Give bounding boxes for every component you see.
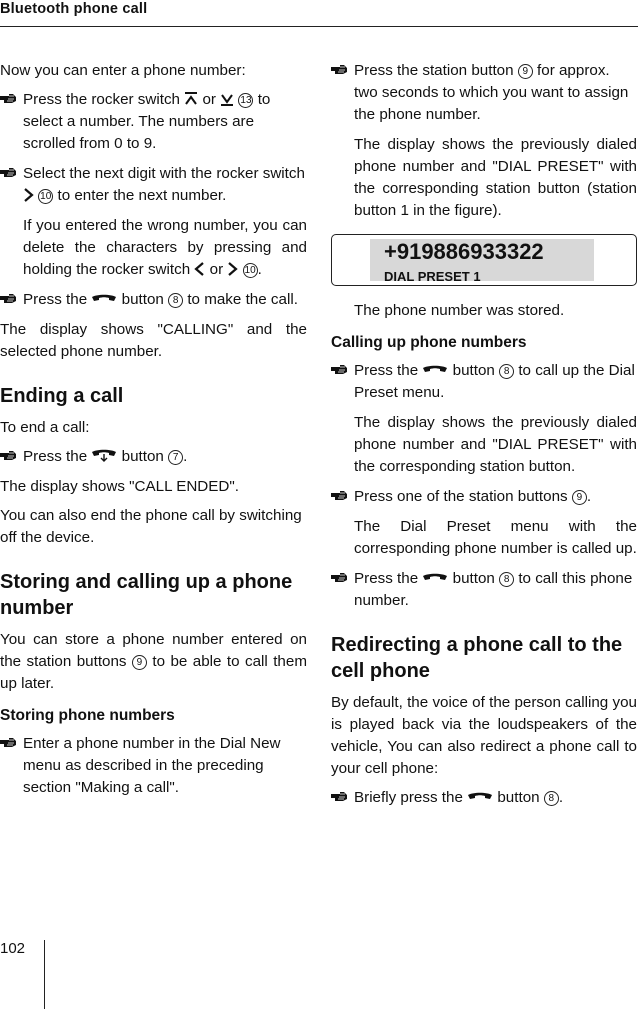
ref-number: 9: [132, 655, 147, 670]
pointing-hand-icon: [331, 572, 348, 583]
pointing-hand-icon: [0, 293, 17, 304]
chevron-left-icon: [194, 262, 205, 276]
heading-storing-numbers: Storing phone numbers: [0, 707, 175, 724]
heading-storing-calling: Storing and calling up a phone number: [0, 571, 293, 619]
pointing-hand-icon: [0, 450, 17, 461]
ref-number: 10: [40, 191, 52, 202]
right-column: [331, 60, 637, 817]
note-text: The Dial Preset menu with the corresponding phone number is called up.: [354, 518, 637, 557]
phone-icon: [422, 365, 448, 377]
phone-icon: [91, 294, 117, 306]
phone-end-icon: [91, 449, 117, 463]
heading-redirecting: Redirecting a phone call to the cell phone: [331, 634, 623, 682]
note-text: If you entered the wrong number, you can delete the characters by pressing and holding the rocker switch or 10 .: [23, 217, 307, 278]
chevron-right-icon: [227, 262, 238, 276]
pointing-hand-icon: [331, 64, 348, 75]
display-shows-text: The display shows the previously dialed phone number and "DIAL PRESET" with the corresponding station button (station button 1 in the figure).: [354, 136, 637, 219]
stored-text: The phone number was stored.: [354, 302, 565, 319]
heading-calling-up: Calling up phone numbers: [331, 334, 527, 351]
rocker-up-icon: [184, 92, 198, 106]
footer-divider: [44, 940, 45, 1009]
chevron-right-icon: [23, 188, 34, 202]
phone-icon: [422, 573, 448, 585]
list-item: Enter a phone number in the Dial New menu as described in the preceding section "Making a call".: [0, 733, 307, 799]
ref-number: 8: [499, 572, 514, 587]
list-item: Press the button 8 to call up the Dial Preset menu.: [331, 360, 637, 404]
redirect-text: By default, the voice of the person calling you is played back via the loudspeakers of the vehicle, You can also redirect a phone call to your cell phone:: [331, 694, 637, 777]
pointing-hand-icon: [0, 167, 17, 178]
pointing-hand-icon: [0, 93, 17, 104]
list-item: Press the button 7 .: [0, 446, 307, 468]
display-phone-number: +919886933322: [384, 239, 544, 264]
store-intro: You can store a phone number entered on the station buttons 9 to be able to call them up later.: [0, 631, 307, 692]
ref-number: 8: [499, 364, 514, 379]
radio-display: [331, 234, 637, 286]
list-item: Press the rocker switch or 13 to select a number. The numbers are scrolled from 0 to 9.: [0, 89, 307, 155]
ref-number: 10: [244, 265, 256, 276]
list-item: Press one of the station buttons 9 .: [331, 486, 637, 508]
phone-icon: [467, 792, 493, 804]
list-item: Briefly press the button 8 .: [331, 787, 637, 809]
list-item: Press the button 8 to make the call.: [0, 289, 307, 311]
calling-text: The display shows "CALLING" and the selected phone number.: [0, 321, 307, 360]
ref-number: 8: [168, 293, 183, 308]
pointing-hand-icon: [331, 791, 348, 802]
end-intro: To end a call:: [0, 419, 90, 436]
ref-number: 8: [544, 791, 559, 806]
ref-number: 7: [168, 450, 183, 465]
page-number: 102: [0, 940, 26, 957]
pointing-hand-icon: [0, 737, 17, 748]
pointing-hand-icon: [331, 490, 348, 501]
intro-text: Now you can enter a phone number:: [0, 62, 246, 79]
ended-text: The display shows "CALL ENDED".: [0, 478, 239, 495]
page-header: [0, 0, 638, 27]
pointing-hand-icon: [331, 364, 348, 375]
list-item: Press the button 8 to call this phone number.: [331, 568, 637, 612]
ref-number: 13: [240, 95, 252, 106]
display-preset-label: DIAL PRESET 1: [384, 269, 481, 284]
left-column: [0, 60, 307, 807]
list-item: Select the next digit with the rocker switch 10 to enter the next number.: [0, 163, 307, 207]
ref-number: 9: [518, 64, 533, 79]
list-item: Press the station button 9 for approx. two seconds to which you want to assign the phone number.: [331, 60, 637, 126]
heading-ending-call: Ending a call: [0, 385, 124, 407]
ref-number: 9: [572, 490, 587, 505]
header-title: Bluetooth phone call: [0, 1, 148, 17]
display-screen: [370, 239, 594, 284]
rocker-down-icon: [220, 92, 234, 106]
note-text: The display shows the previously dialed phone number and "DIAL PRESET" with the corresponding station button.: [354, 414, 637, 475]
switch-off-text: You can also end the phone call by switching off the device.: [0, 507, 302, 546]
